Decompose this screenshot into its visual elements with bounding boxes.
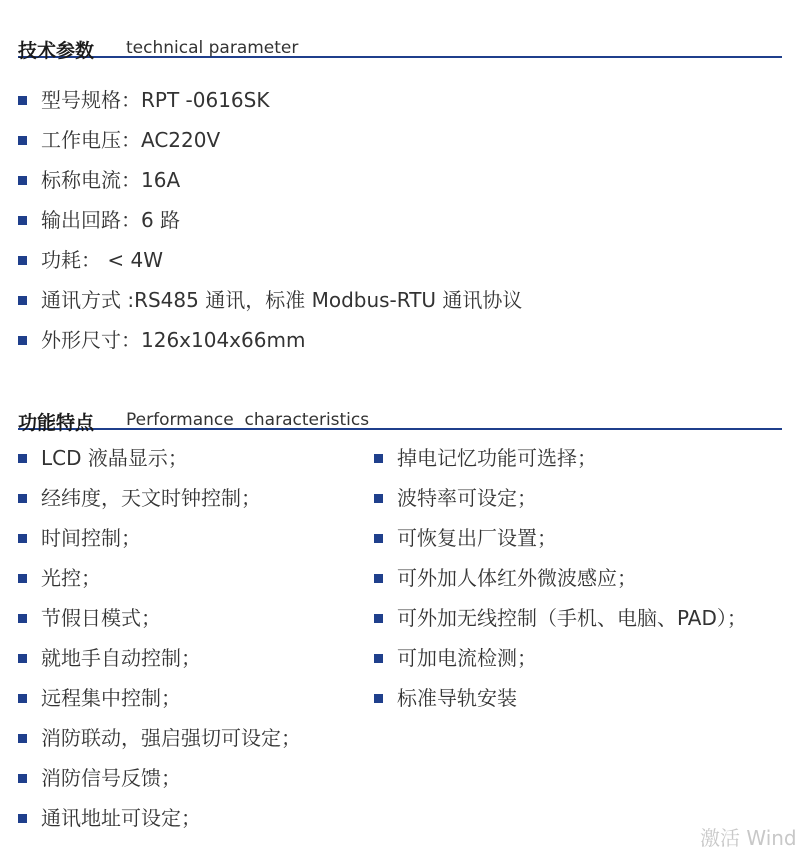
bullet-square-icon: [18, 176, 27, 185]
feature-text: 时间控制；: [41, 526, 141, 550]
param-text: 工作电压：AC220V: [41, 128, 221, 152]
bullet-square-icon: [374, 494, 383, 503]
bullet-square-icon: [18, 774, 27, 783]
bullet-square-icon: [374, 534, 383, 543]
feature-text: 通讯地址可设定；: [41, 806, 201, 830]
bullet-square-icon: [18, 216, 27, 225]
bullet-square-icon: [18, 96, 27, 105]
feature-text: 波特率可设定；: [397, 486, 537, 510]
feature-text: 就地手自动控制；: [41, 646, 201, 670]
feature-text: 可恢复出厂设置；: [397, 526, 557, 550]
feature-text: 可外加无线控制（手机、电脑、PAD）；: [397, 606, 747, 630]
bullet-square-icon: [18, 336, 27, 345]
bullet-square-icon: [18, 296, 27, 305]
features-title-zh: 功能特点: [18, 412, 95, 434]
features-title-en: Performance characteristics: [126, 410, 370, 430]
bullet-square-icon: [374, 654, 383, 663]
bullet-square-icon: [18, 694, 27, 703]
feature-text: 可加电流检测；: [397, 646, 537, 670]
feature-text: 消防信号反馈；: [41, 766, 181, 790]
features-section-header: [18, 388, 782, 434]
param-text: 标称电流：16A: [41, 168, 181, 192]
feature-text: 消防联动，强启强切可设定；: [41, 726, 301, 750]
feature-text: 经纬度，天文时钟控制；: [41, 486, 261, 510]
bullet-square-icon: [18, 136, 27, 145]
bullet-square-icon: [18, 734, 27, 743]
params-title-en: technical parameter: [126, 38, 299, 58]
bullet-square-icon: [374, 454, 383, 463]
bullet-square-icon: [374, 694, 383, 703]
params-title-zh: 技术参数: [18, 40, 95, 62]
feature-text: 可外加人体红外微波感应；: [397, 566, 637, 590]
param-text: 通讯方式 :RS485 通讯，标准 Modbus-RTU 通讯协议: [41, 288, 523, 312]
bullet-square-icon: [374, 614, 383, 623]
feature-text: 掉电记忆功能可选择；: [397, 446, 597, 470]
activation-watermark: 激活 Wind: [700, 826, 797, 850]
param-text: 外形尺寸：126x104x66mm: [41, 328, 306, 352]
feature-text: 标准导轨安装: [397, 686, 517, 710]
bullet-square-icon: [18, 614, 27, 623]
bullet-square-icon: [18, 814, 27, 823]
bullet-square-icon: [18, 494, 27, 503]
feature-text: 远程集中控制；: [41, 686, 181, 710]
feature-text: LCD 液晶显示；: [41, 446, 188, 470]
param-text: 功耗： < 4W: [41, 248, 163, 272]
bullet-square-icon: [18, 454, 27, 463]
feature-text: 光控；: [41, 566, 101, 590]
bullet-square-icon: [18, 256, 27, 265]
params-section-header: [18, 16, 782, 62]
feature-text: 节假日模式；: [41, 606, 161, 630]
param-text: 输出回路：6 路: [41, 208, 181, 232]
bullet-square-icon: [18, 534, 27, 543]
bullet-square-icon: [18, 574, 27, 583]
bullet-square-icon: [18, 654, 27, 663]
param-text: 型号规格：RPT -0616SK: [41, 88, 270, 112]
bullet-square-icon: [374, 574, 383, 583]
